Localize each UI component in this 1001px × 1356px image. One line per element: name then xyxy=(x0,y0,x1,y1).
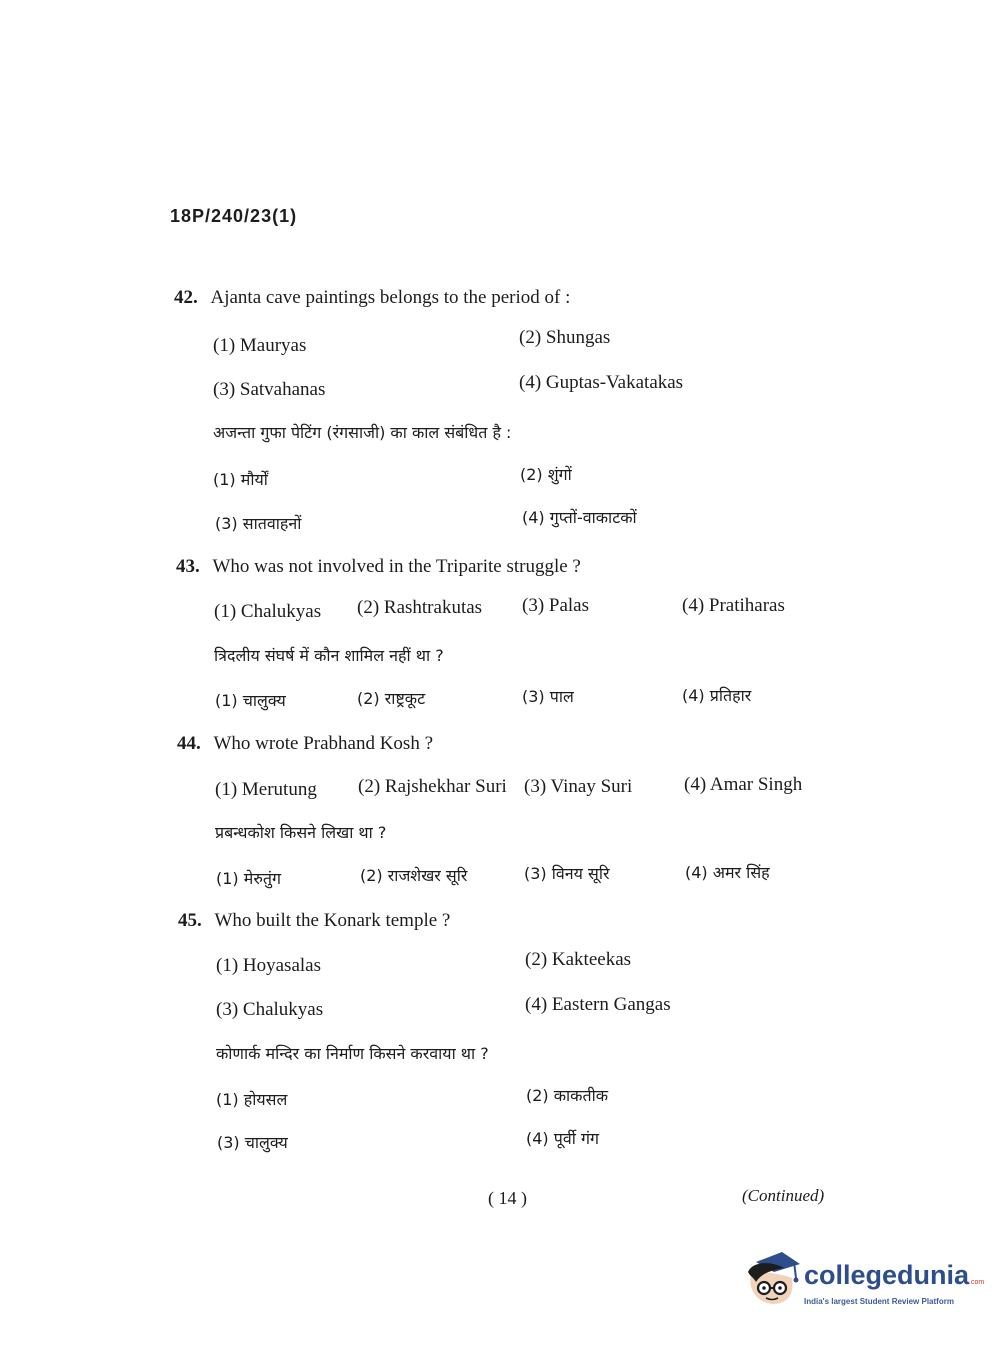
question-text: Ajanta cave paintings belongs to the period of : xyxy=(210,287,571,308)
option-2: (2) Rashtrakutas xyxy=(357,597,483,618)
option-2: (2) Kakteekas xyxy=(525,949,632,970)
brand-dot-com: .com xyxy=(969,1279,985,1286)
option-1: (1) Chalukyas xyxy=(214,601,322,622)
option-1: (1) Merutung xyxy=(215,779,317,800)
option-4: (4) Pratiharas xyxy=(682,595,785,616)
option-2-hindi: (2) काकतीक xyxy=(526,1086,609,1105)
option-4: (4) Amar Singh xyxy=(684,774,803,795)
question-text: Who was not involved in the Triparite struggle ? xyxy=(212,556,581,577)
option-1: (1) Hoyasalas xyxy=(216,955,321,976)
option-2: (2) Shungas xyxy=(519,327,611,348)
brand-tagline: India's largest Student Review Platform xyxy=(804,1297,954,1306)
question-text: Who built the Konark temple ? xyxy=(214,910,451,931)
option-4-hindi: (4) गुप्तों-वाकाटकों xyxy=(522,508,637,527)
option-2-hindi: (2) शुंगों xyxy=(520,465,572,484)
option-3: (3) Satvahanas xyxy=(213,379,326,400)
continued-label: (Continued) xyxy=(742,1186,825,1205)
brand-name: collegedunia xyxy=(804,1260,970,1290)
option-4: (4) Eastern Gangas xyxy=(525,994,671,1015)
page-number: ( 14 ) xyxy=(488,1188,527,1208)
collegedunia-wordmark xyxy=(804,1260,984,1291)
option-3-hindi: (3) विनय सूरि xyxy=(524,864,610,883)
option-3-hindi: (3) चालुक्य xyxy=(217,1133,288,1152)
option-3: (3) Vinay Suri xyxy=(524,776,633,797)
option-1-hindi: (1) मेरुतुंग xyxy=(216,869,282,888)
option-1-hindi: (1) मौर्यों xyxy=(213,470,268,489)
option-2-hindi: (2) राष्ट्रकूट xyxy=(357,689,426,708)
option-1-hindi: (1) चालुक्य xyxy=(215,691,286,710)
question-number: 43. xyxy=(176,556,200,577)
option-2: (2) Rajshekhar Suri xyxy=(358,776,507,797)
option-2-hindi: (2) राजशेखर सूरि xyxy=(360,866,468,885)
question-text-hindi: कोणार्क मन्दिर का निर्माण किसने करवाया था ? xyxy=(216,1044,489,1063)
question-number: 42. xyxy=(174,287,198,308)
collegedunia-mascot-icon xyxy=(742,1248,802,1308)
option-4-hindi: (4) प्रतिहार xyxy=(682,686,752,705)
question-number: 44. xyxy=(177,733,201,754)
option-3: (3) Palas xyxy=(522,595,590,616)
option-3-hindi: (3) सातवाहनों xyxy=(215,514,302,533)
question-text-hindi: अजन्ता गुफा पेटिंग (रंगसाजी) का काल संबंधित है : xyxy=(213,423,512,442)
option-1-hindi: (1) होयसल xyxy=(216,1090,288,1109)
option-4-hindi: (4) पूर्वी गंग xyxy=(526,1129,599,1148)
option-4: (4) Guptas-Vakatakas xyxy=(519,372,684,393)
option-1: (1) Mauryas xyxy=(213,335,307,356)
question-number: 45. xyxy=(178,910,202,931)
paper-code: 18P/240/23(1) xyxy=(170,206,298,226)
option-4-hindi: (4) अमर सिंह xyxy=(685,863,770,882)
option-3: (3) Chalukyas xyxy=(216,999,324,1020)
question-text: Who wrote Prabhand Kosh ? xyxy=(213,733,434,754)
question-text-hindi: प्रबन्धकोश किसने लिखा था ? xyxy=(215,823,387,842)
question-text-hindi: त्रिदलीय संघर्ष में कौन शामिल नहीं था ? xyxy=(214,646,444,665)
option-3-hindi: (3) पाल xyxy=(522,687,574,706)
